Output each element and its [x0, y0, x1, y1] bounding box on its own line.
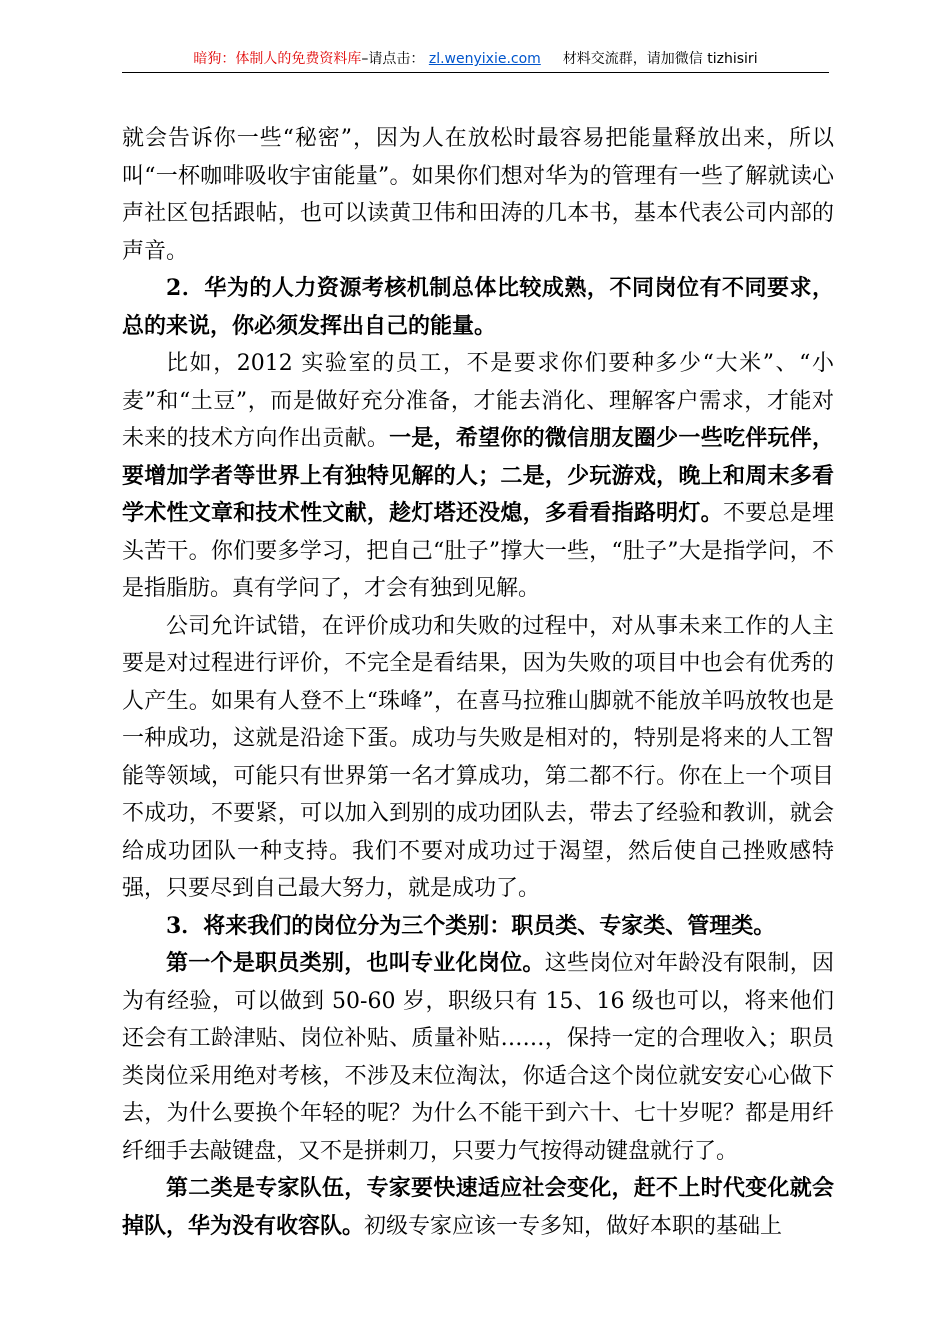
header-link[interactable]: zl.wenyixie.com — [428, 51, 541, 67]
page-header — [122, 48, 829, 73]
paragraph-6-text: 这些岗位对年龄没有限制，因为有经验，可以做到 50-60 岁，职级只有 15、16 级也可以，将来他们还会有工龄津贴、岗位补贴、质量补贴……，保持一定的合理收入；职员类岗位采用绝对考核，不涉及末位淘汰，你适合这个岗位就安安心心做下去，为什么要换个年轻的呢？为什么不能干到六十、七十岁呢？都是用纤纤细手去敲键盘，又不是拼刺刀，只要力气按得动键盘就行了。 — [122, 951, 834, 1164]
paragraph-7-bold: 第二类是专家队伍，专家要快速适应社会变化，赶不上时代变化就会掉队，华为没有收容队。 — [122, 1175, 834, 1239]
paragraph-6 — [122, 945, 834, 1170]
paragraph-1: 就会告诉你一些“秘密”，因为人在放松时最容易把能量释放出来，所以叫“一杯咖啡吸收宇宙能量”。如果你们想对华为的管理有一些了解就读心声社区包括跟帖，也可以读黄卫伟和田涛的几本书，基本代表公司内部的声音。 — [122, 126, 834, 264]
paragraph-3 — [122, 345, 834, 608]
paragraph-3-text-c: 不要总是埋头苦干。你们要多学习，把自己“肚子”撑大一些，“肚子”大是指学问，不是指脂肪。真有学问了，才会有独到见解。 — [122, 501, 834, 601]
header-note: 材料交流群，请加微信 tizhisiri — [562, 51, 758, 67]
section-heading-3: 3．将来我们的岗位分为三个类别：职员类、专家类、管理类。 — [166, 912, 776, 939]
paragraph-3-text-a: 比如，2012 实验室的员工，不是要求你们要种多少“大米”、“小麦”和“土豆”，而是做好充分准备，才能去消化、理解客户需求，才能对未来的技术方向作出贡献。 — [122, 351, 834, 451]
header-prompt: –请点击： — [361, 51, 425, 67]
document-body — [122, 120, 834, 1245]
paragraph-7-text: 初级专家应该一专多知，做好本职的基础上 — [364, 1213, 783, 1239]
paragraph-7 — [122, 1170, 834, 1245]
section-heading-2: 2．华为的人力资源考核机制总体比较成熟，不同岗位有不同要求，总的来说，你必须发挥出自己的能量。 — [122, 275, 834, 339]
paragraph-3-bold: 一是，希望你的微信朋友圈少一些吃伴玩伴，要增加学者等世界上有独特见解的人；二是，少玩游戏，晚上和周末多看学术性文章和技术性文献，趁灯塔还没熄，多看看指路明灯。 — [122, 425, 834, 526]
paragraph-6-bold: 第一个是职员类别，也叫专业化岗位。 — [166, 950, 545, 976]
header-brand: 暗狗：体制人的免费资料库 — [193, 51, 362, 67]
paragraph-4: 公司允许试错，在评价成功和失败的过程中，对从事未来工作的人主要是对过程进行评价，不完全是看结果，因为失败的项目中也会有优秀的人产生。如果有人登不上“珠峰”，在喜马拉雅山脚就不能放羊吗放牧也是一种成功，这就是沿途下蛋。成功与失败是相对的，特别是将来的人工智能等领域，可能只有世界第一名才算成功，第二都不行。你在上一个项目不成功，不要紧，可以加入到别的成功团队去，带去了经验和教训，就会给成功团队一种支持。我们不要对成功过于渴望，然后使自己挫败感特强，只要尽到自己最大努力，就是成功了。 — [122, 613, 834, 901]
